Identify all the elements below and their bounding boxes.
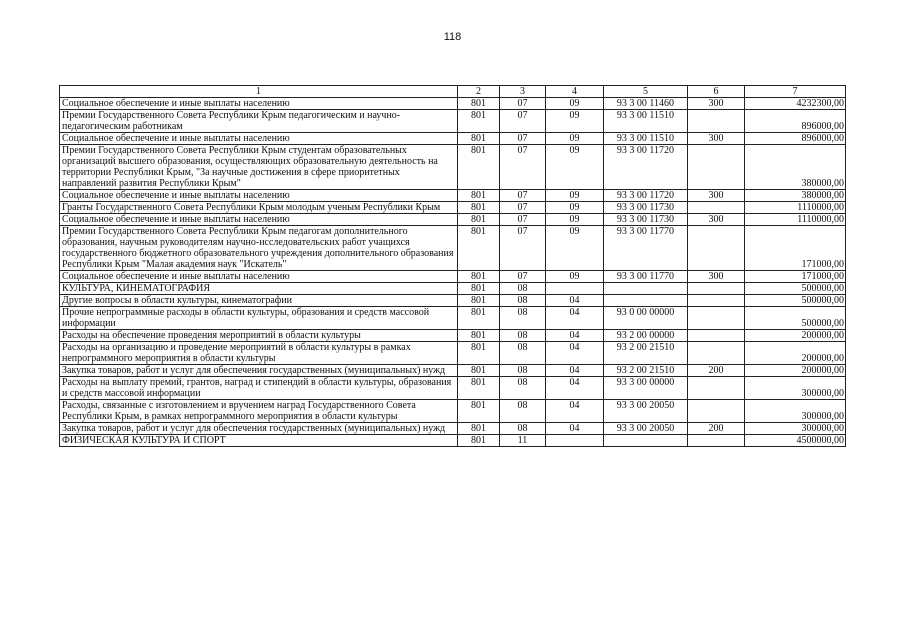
- subsection-code-cell: [546, 435, 604, 447]
- table-row: [60, 145, 846, 190]
- target-article-cell: [604, 283, 688, 295]
- subsection-code-cell: 04: [546, 307, 604, 330]
- department-code-cell: 801: [458, 98, 500, 110]
- target-article-cell: 93 2 00 21510: [604, 365, 688, 377]
- target-article-cell: 93 3 00 11510: [604, 110, 688, 133]
- amount-cell: 300000,00: [745, 423, 846, 435]
- expense-name-cell: Закупка товаров, работ и услуг для обеспечения государственных (муниципальных) нужд: [60, 423, 458, 435]
- section-code-cell: 07: [500, 271, 546, 283]
- expense-name-cell: Расходы на организацию и проведение мероприятий в области культуры в рамках непрограммного мероприятия в области культуры: [60, 342, 458, 365]
- department-code-cell: 801: [458, 330, 500, 342]
- department-code-cell: 801: [458, 365, 500, 377]
- expense-name-cell: Гранты Государственного Совета Республики Крым молодым ученым Республики Крым: [60, 202, 458, 214]
- target-article-cell: [604, 295, 688, 307]
- column-header: 2: [458, 86, 500, 98]
- target-article-cell: [604, 435, 688, 447]
- department-code-cell: 801: [458, 307, 500, 330]
- department-code-cell: 801: [458, 400, 500, 423]
- amount-cell: 500000,00: [745, 283, 846, 295]
- amount-cell: 4232300,00: [745, 98, 846, 110]
- column-header: 7: [745, 86, 846, 98]
- section-code-cell: 07: [500, 214, 546, 226]
- table-row: [60, 226, 846, 271]
- department-code-cell: 801: [458, 435, 500, 447]
- expense-name-cell: Социальное обеспечение и иные выплаты населению: [60, 98, 458, 110]
- subsection-code-cell: 09: [546, 190, 604, 202]
- amount-cell: 300000,00: [745, 377, 846, 400]
- section-code-cell: 07: [500, 110, 546, 133]
- column-header: 1: [60, 86, 458, 98]
- expense-type-cell: [688, 202, 745, 214]
- table-row: [60, 295, 846, 307]
- section-code-cell: 08: [500, 365, 546, 377]
- amount-cell: 200000,00: [745, 330, 846, 342]
- expense-name-cell: Премии Государственного Совета Республики Крым педагогическим и научно-педагогическим работникам: [60, 110, 458, 133]
- table-row: [60, 330, 846, 342]
- amount-cell: 380000,00: [745, 145, 846, 190]
- target-article-cell: 93 3 00 11720: [604, 190, 688, 202]
- section-code-cell: 07: [500, 145, 546, 190]
- amount-cell: 896000,00: [745, 110, 846, 133]
- department-code-cell: 801: [458, 271, 500, 283]
- target-article-cell: 93 3 00 20050: [604, 423, 688, 435]
- table-row: [60, 283, 846, 295]
- expense-name-cell: КУЛЬТУРА, КИНЕМАТОГРАФИЯ: [60, 283, 458, 295]
- amount-cell: 171000,00: [745, 226, 846, 271]
- department-code-cell: 801: [458, 202, 500, 214]
- target-article-cell: 93 3 00 00000: [604, 377, 688, 400]
- subsection-code-cell: 09: [546, 133, 604, 145]
- target-article-cell: 93 2 00 21510: [604, 342, 688, 365]
- column-header: 4: [546, 86, 604, 98]
- expense-type-cell: 200: [688, 423, 745, 435]
- section-code-cell: 11: [500, 435, 546, 447]
- department-code-cell: 801: [458, 214, 500, 226]
- subsection-code-cell: 04: [546, 330, 604, 342]
- table-row: [60, 435, 846, 447]
- expense-type-cell: 300: [688, 133, 745, 145]
- subsection-code-cell: 04: [546, 365, 604, 377]
- expense-type-cell: 200: [688, 365, 745, 377]
- expense-name-cell: Закупка товаров, работ и услуг для обеспечения государственных (муниципальных) нужд: [60, 365, 458, 377]
- table-row: [60, 110, 846, 133]
- expense-type-cell: 300: [688, 271, 745, 283]
- section-code-cell: 07: [500, 226, 546, 271]
- subsection-code-cell: [546, 283, 604, 295]
- table-row: [60, 307, 846, 330]
- department-code-cell: 801: [458, 145, 500, 190]
- section-code-cell: 07: [500, 190, 546, 202]
- target-article-cell: 93 3 00 11770: [604, 226, 688, 271]
- expense-type-cell: [688, 342, 745, 365]
- expense-name-cell: Социальное обеспечение и иные выплаты населению: [60, 214, 458, 226]
- column-header: 6: [688, 86, 745, 98]
- subsection-code-cell: 09: [546, 226, 604, 271]
- target-article-cell: 93 3 00 20050: [604, 400, 688, 423]
- subsection-code-cell: 09: [546, 271, 604, 283]
- subsection-code-cell: 09: [546, 110, 604, 133]
- amount-cell: 1110000,00: [745, 214, 846, 226]
- target-article-cell: 93 3 00 11730: [604, 214, 688, 226]
- amount-cell: 200000,00: [745, 342, 846, 365]
- subsection-code-cell: 09: [546, 145, 604, 190]
- expense-name-cell: ФИЗИЧЕСКАЯ КУЛЬТУРА И СПОРТ: [60, 435, 458, 447]
- amount-cell: 500000,00: [745, 295, 846, 307]
- department-code-cell: 801: [458, 110, 500, 133]
- target-article-cell: 93 2 00 00000: [604, 330, 688, 342]
- table-row: [60, 133, 846, 145]
- expense-name-cell: Социальное обеспечение и иные выплаты населению: [60, 271, 458, 283]
- amount-cell: 1110000,00: [745, 202, 846, 214]
- target-article-cell: 93 3 00 11730: [604, 202, 688, 214]
- subsection-code-cell: 04: [546, 295, 604, 307]
- section-code-cell: 08: [500, 283, 546, 295]
- amount-cell: 380000,00: [745, 190, 846, 202]
- subsection-code-cell: 09: [546, 214, 604, 226]
- table-row: [60, 400, 846, 423]
- table-row: [60, 190, 846, 202]
- expense-type-cell: 300: [688, 98, 745, 110]
- table-row: [60, 271, 846, 283]
- target-article-cell: 93 3 00 11770: [604, 271, 688, 283]
- table-row: [60, 365, 846, 377]
- table-row: [60, 377, 846, 400]
- table-row: [60, 202, 846, 214]
- department-code-cell: 801: [458, 190, 500, 202]
- expense-type-cell: [688, 283, 745, 295]
- expense-name-cell: Расходы на выплату премий, грантов, наград и стипендий в области культуры, образования и средств массовой информации: [60, 377, 458, 400]
- expense-type-cell: [688, 377, 745, 400]
- section-code-cell: 08: [500, 400, 546, 423]
- section-code-cell: 07: [500, 202, 546, 214]
- subsection-code-cell: 04: [546, 342, 604, 365]
- subsection-code-cell: 04: [546, 400, 604, 423]
- expense-type-cell: [688, 110, 745, 133]
- expense-name-cell: Расходы на обеспечение проведения мероприятий в области культуры: [60, 330, 458, 342]
- expense-name-cell: Социальное обеспечение и иные выплаты населению: [60, 133, 458, 145]
- section-code-cell: 08: [500, 423, 546, 435]
- expense-type-cell: [688, 226, 745, 271]
- section-code-cell: 08: [500, 330, 546, 342]
- department-code-cell: 801: [458, 283, 500, 295]
- expense-type-cell: [688, 145, 745, 190]
- expense-name-cell: Другие вопросы в области культуры, кинематографии: [60, 295, 458, 307]
- section-code-cell: 07: [500, 133, 546, 145]
- department-code-cell: 801: [458, 295, 500, 307]
- section-code-cell: 08: [500, 307, 546, 330]
- expense-name-cell: Расходы, связанные с изготовлением и вручением наград Государственного Совета Республики Крым, в рамках непрограммного мероприятия в области культуры: [60, 400, 458, 423]
- department-code-cell: 801: [458, 133, 500, 145]
- expense-type-cell: 300: [688, 190, 745, 202]
- section-code-cell: 08: [500, 295, 546, 307]
- expense-name-cell: Социальное обеспечение и иные выплаты населению: [60, 190, 458, 202]
- target-article-cell: 93 3 00 11460: [604, 98, 688, 110]
- table-row: [60, 423, 846, 435]
- expense-type-cell: [688, 295, 745, 307]
- table-row: [60, 342, 846, 365]
- amount-cell: 500000,00: [745, 307, 846, 330]
- section-code-cell: 08: [500, 377, 546, 400]
- budget-table: [59, 85, 846, 447]
- table-header-row: [60, 86, 846, 98]
- column-header: 3: [500, 86, 546, 98]
- section-code-cell: 08: [500, 342, 546, 365]
- target-article-cell: 93 3 00 11510: [604, 133, 688, 145]
- amount-cell: 200000,00: [745, 365, 846, 377]
- department-code-cell: 801: [458, 377, 500, 400]
- expense-name-cell: Премии Государственного Совета Республики Крым педагогам дополнительного образования, научным руководителям научно-исследовательских работ учащихся государственного бюджетного образовательного учреждения дополнительного образования Республики Крым "Малая академия наук "Искатель": [60, 226, 458, 271]
- expense-name-cell: Прочие непрограммные расходы в области культуры, образования и средств массовой информации: [60, 307, 458, 330]
- target-article-cell: 93 3 00 11720: [604, 145, 688, 190]
- expense-type-cell: 300: [688, 214, 745, 226]
- column-header: 5: [604, 86, 688, 98]
- subsection-code-cell: 04: [546, 423, 604, 435]
- department-code-cell: 801: [458, 423, 500, 435]
- subsection-code-cell: 09: [546, 202, 604, 214]
- target-article-cell: 93 0 00 00000: [604, 307, 688, 330]
- amount-cell: 300000,00: [745, 400, 846, 423]
- expense-type-cell: [688, 435, 745, 447]
- expense-type-cell: [688, 307, 745, 330]
- subsection-code-cell: 04: [546, 377, 604, 400]
- amount-cell: 4500000,00: [745, 435, 846, 447]
- expense-name-cell: Премии Государственного Совета Республики Крым студентам образовательных организаций высшего образования, осуществляющих образовательную деятельность на территории Республики Крым, "За научные достижения в сфере приоритетных направлений развития Республики Крым": [60, 145, 458, 190]
- department-code-cell: 801: [458, 342, 500, 365]
- page-number: 118: [443, 31, 462, 43]
- expense-type-cell: [688, 400, 745, 423]
- amount-cell: 896000,00: [745, 133, 846, 145]
- department-code-cell: 801: [458, 226, 500, 271]
- amount-cell: 171000,00: [745, 271, 846, 283]
- table-row: [60, 98, 846, 110]
- subsection-code-cell: 09: [546, 98, 604, 110]
- section-code-cell: 07: [500, 98, 546, 110]
- table-row: [60, 214, 846, 226]
- expense-type-cell: [688, 330, 745, 342]
